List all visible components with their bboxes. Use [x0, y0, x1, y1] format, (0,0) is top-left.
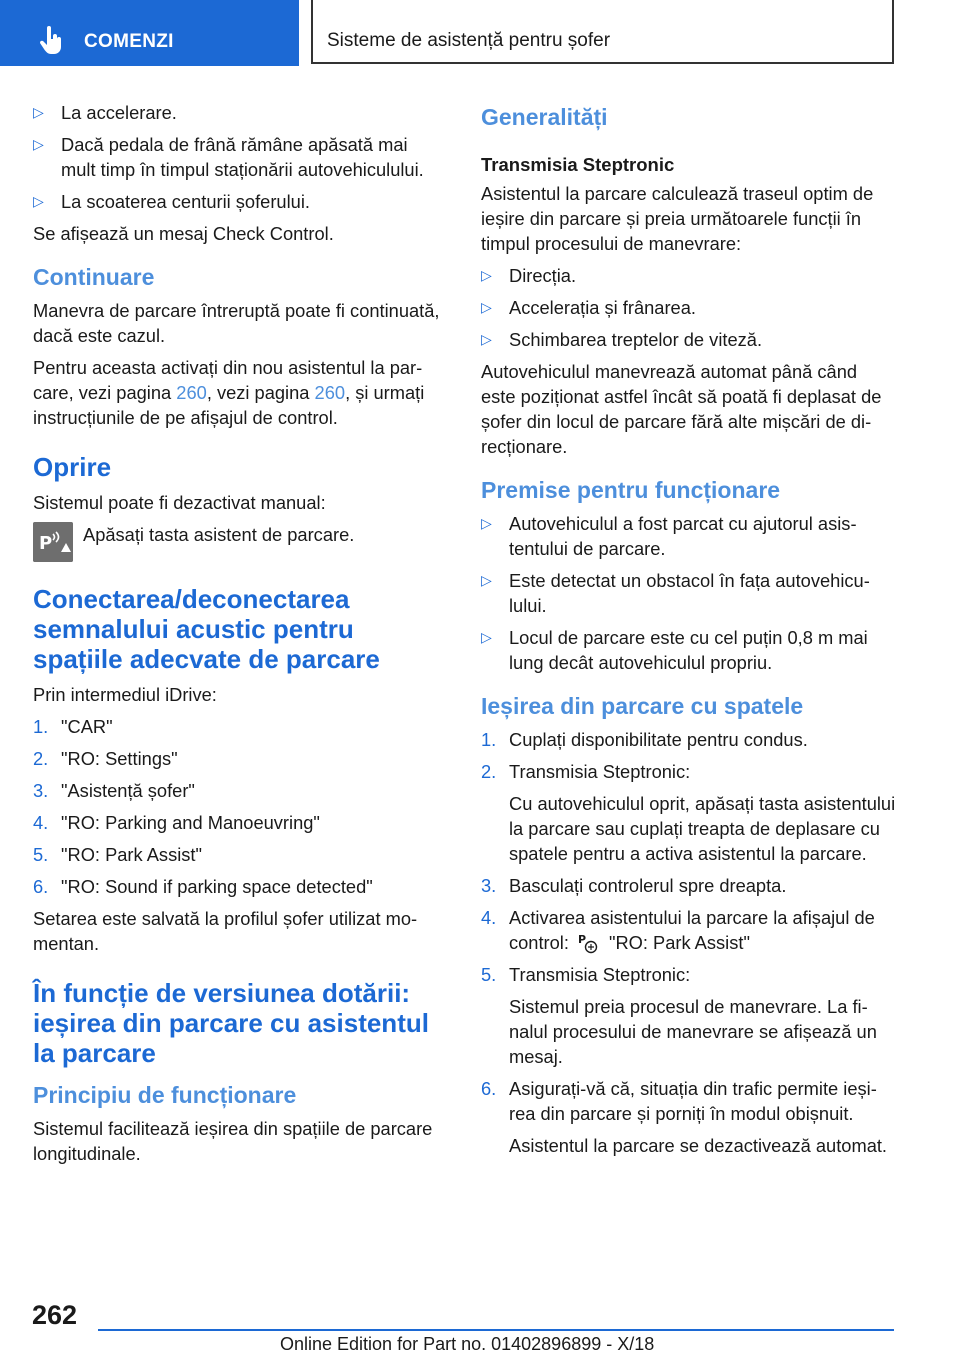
text-run: , și urmați instrucțiunile de pe afișajul de control. [33, 382, 425, 428]
edition-note: Online Edition for Part no. 01402896899 - X/18 [280, 1334, 655, 1354]
bullet-marker: ▷ [481, 629, 492, 645]
step-detail: Asistentul la parcare se dezactivează automat. [509, 1135, 888, 1156]
step-text: Transmisia Steptronic: [509, 964, 691, 985]
chapter-title-box [311, 0, 894, 64]
bullet-marker: ▷ [481, 299, 492, 315]
bullet-marker: ▷ [481, 267, 492, 283]
numbered-step [33, 714, 443, 739]
footer-divider [98, 1329, 894, 1331]
step-number: 4. [33, 812, 49, 833]
list-item [481, 625, 896, 675]
step-number: 1. [481, 729, 497, 750]
step-text: "RO: Settings" [61, 748, 178, 769]
paragraph: Sistemul poate fi dezactivat manual: [33, 492, 326, 513]
step-number: 4. [481, 907, 497, 928]
bullet-marker: ▷ [33, 104, 44, 120]
park-assist-button-icon [33, 522, 73, 562]
step-number: 6. [481, 1078, 497, 1099]
heading-continuare: Continuare [33, 264, 155, 290]
button-instruction-text: Apăsați tasta asistent de parcare. [83, 524, 355, 545]
paragraph: Asistentul la parcare calculează traseul optim de ieșire din parcare și preia următoarele funcții în timpul procesului de manevrare: [481, 183, 874, 254]
step-number: 5. [481, 964, 497, 985]
right-column [481, 100, 896, 1165]
step-text: Transmisia Steptronic: [509, 761, 691, 782]
step-number: 2. [481, 761, 497, 782]
step-text: "RO: Park Assist" [61, 844, 202, 865]
bullet-marker: ▷ [481, 515, 492, 531]
heading-principiu: Principiu de funcționare [33, 1082, 297, 1108]
svg-text:P: P [39, 533, 53, 554]
numbered-step [481, 905, 896, 955]
step-number: 5. [33, 844, 49, 865]
step-text: Asigurați-vă că, situația din trafic permite ieșirea din parcare și porniți în modul obișnuit. [509, 1078, 877, 1124]
heading-generalitati: Generalități [481, 104, 608, 130]
list-item [33, 100, 443, 125]
list-item [481, 327, 896, 352]
heading-oprire: Oprire [33, 452, 112, 482]
bullet-marker: ▷ [33, 193, 44, 209]
bullet-marker: ▷ [481, 331, 492, 347]
list-item [33, 189, 443, 214]
step-text: "CAR" [61, 716, 113, 737]
text-run: "RO: Park Assist" [608, 932, 750, 953]
park-assist-icon [577, 932, 599, 954]
paragraph-with-links [33, 355, 443, 430]
step-text: "RO: Sound if parking space detected" [61, 876, 373, 897]
button-instruction [33, 522, 443, 562]
paragraph: Autovehiculul manevrează automat până când este poziționat astfel încât să poată fi deplasat de șofer din locul de parcare fără alte mișcări de direcționare. [481, 361, 882, 457]
list-item-text: Locul de parcare este cu cel puțin 0,8 m mai lung decât autovehiculul propriu. [509, 627, 868, 673]
numbered-step [33, 746, 443, 771]
svg-text:P: P [577, 933, 587, 946]
check-control-note: Se afișează un mesaj Check Control. [33, 223, 334, 244]
text-run: Activarea asistentului la parcare la afișajul de control: [509, 907, 875, 953]
step-text: Basculați controlerul spre dreapta. [509, 875, 787, 896]
numbered-step [33, 810, 443, 835]
step-text: Cuplați disponibilitate pentru condus. [509, 729, 808, 750]
numbered-step [481, 727, 896, 752]
numbered-step [481, 759, 896, 784]
hand-pointer-icon [38, 26, 64, 56]
paragraph: Sistemul facilitează ieșirea din spațiile de parcare longitudinale. [33, 1118, 433, 1164]
list-item-text: Accelerația și frânarea. [509, 297, 696, 318]
numbered-step [481, 962, 896, 987]
step-text [509, 905, 896, 955]
subheading-steptronic: Transmisia Steptronic [481, 154, 675, 175]
left-column [33, 100, 443, 1173]
step-number: 3. [33, 780, 49, 801]
bullet-marker: ▷ [33, 136, 44, 152]
step-text: "RO: Parking and Manoeuvring" [61, 812, 320, 833]
step-number: 1. [33, 716, 49, 737]
list-item [33, 132, 443, 182]
paragraph: Setarea este salvată la profilul șofer utilizat momentan. [33, 908, 418, 954]
numbered-step [481, 1076, 896, 1126]
chapter-title: Sisteme de asistență pentru șofer [327, 30, 611, 51]
numbered-step [33, 874, 443, 899]
list-item [481, 511, 896, 561]
list-item-text: La scoaterea centurii șoferului. [61, 191, 310, 212]
step-number: 3. [481, 875, 497, 896]
list-item [481, 295, 896, 320]
step-number: 2. [33, 748, 49, 769]
list-item-text: Schimbarea treptelor de viteză. [509, 329, 763, 350]
step-detail: Cu autovehiculul oprit, apăsați tasta asistentului la parcare sau cuplați treapta de deplasare cu spatele pentru a activa asistentul la parcare. [509, 793, 896, 864]
paragraph: Manevra de parcare întreruptă poate fi continuată, dacă este cazul. [33, 300, 440, 346]
numbered-step [481, 873, 896, 898]
list-item-text: Direcția. [509, 265, 577, 286]
list-item-text: Dacă pedala de frână rămâne apăsată mai mult timp în timpul staționării autovehiculului. [61, 134, 424, 180]
page-link-260[interactable]: 260 [314, 382, 346, 403]
step-detail: Sistemul preia procesul de manevrare. La finalul procesului de manevrare se afișează un mesaj. [509, 996, 877, 1067]
list-item-text: Autovehiculul a fost parcat cu ajutorul asistentului de parcare. [509, 513, 857, 559]
numbered-step [33, 778, 443, 803]
list-item-text: La accelerare. [61, 102, 177, 123]
step-text: "Asistență șofer" [61, 780, 195, 801]
text-run: , vezi pagina [206, 382, 315, 403]
list-item [481, 263, 896, 288]
section-tab-label: COMENZI [84, 31, 174, 52]
step-number: 6. [33, 876, 49, 897]
heading-conectare: Conectarea/deconectarea semnalului acustic pentru spațiile adecvate de parcare [33, 584, 380, 674]
list-item [481, 568, 896, 618]
page-link-260[interactable]: 260 [176, 382, 207, 403]
section-tab[interactable] [0, 0, 299, 66]
paragraph: Prin intermediul iDrive: [33, 684, 217, 705]
numbered-step [33, 842, 443, 867]
text-run: Pentru aceasta activați din nou asistentul la parcare, vezi pagina [33, 357, 423, 403]
heading-versiune: În funcție de versiunea dotării: ieșirea din parcare cu asistentul la parcare [33, 978, 429, 1068]
heading-premise: Premise pentru funcționare [481, 477, 781, 503]
bullet-marker: ▷ [481, 572, 492, 588]
heading-iesire: Ieșirea din parcare cu spatele [481, 693, 804, 719]
page-number: 262 [32, 1300, 78, 1330]
list-item-text: Este detectat un obstacol în fața autovehiculului. [509, 570, 870, 616]
